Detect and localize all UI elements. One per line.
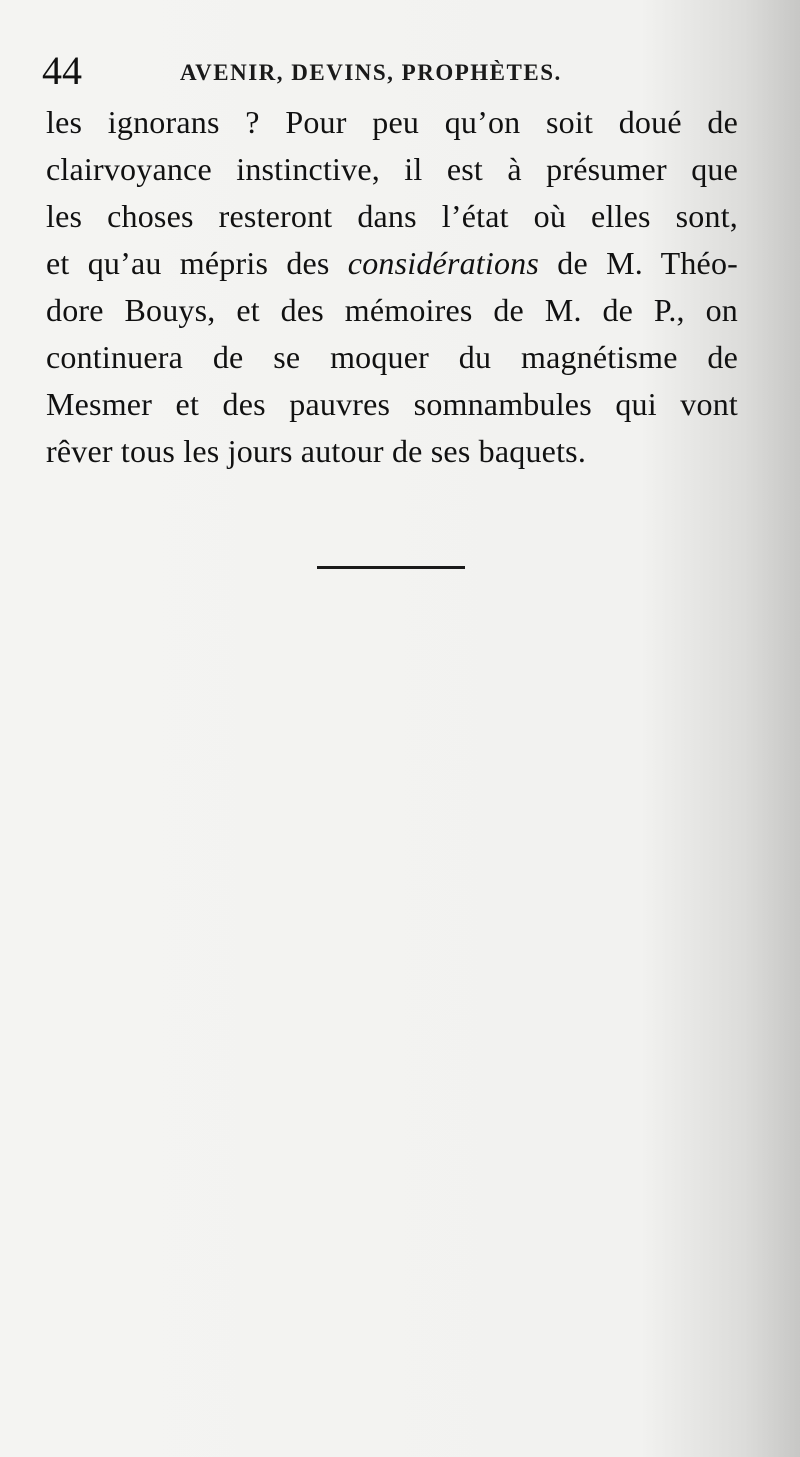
body-text <box>46 99 738 475</box>
page-header <box>42 46 742 96</box>
italic-term: considérations <box>347 245 540 281</box>
text-line: dore Bouys, et des mémoires de M. de P., on <box>46 292 738 328</box>
text-line: les ignorans ? Pour peu qu’on soit doué de <box>46 104 738 140</box>
text-span: et qu’au mépris des <box>46 245 348 281</box>
text-span: de M. Théo- <box>539 245 738 281</box>
text-line <box>46 240 738 287</box>
running-head: AVENIR, DEVINS, PROPHÈTES. <box>180 60 562 85</box>
text-line: rêver tous les jours autour de ses baquets. <box>46 433 587 469</box>
page-number: 44 <box>42 48 82 93</box>
bleed-through-texture <box>46 470 800 1340</box>
text-line: clairvoyance instinctive, il est à présumer que <box>46 151 738 187</box>
section-divider-rule <box>317 566 465 569</box>
text-line: Mesmer et des pauvres somnambules qui vont <box>46 386 738 422</box>
text-line: continuera de se moquer du magnétisme de <box>46 339 738 375</box>
text-line: les choses resteront dans l’état où elles sont, <box>46 198 738 234</box>
